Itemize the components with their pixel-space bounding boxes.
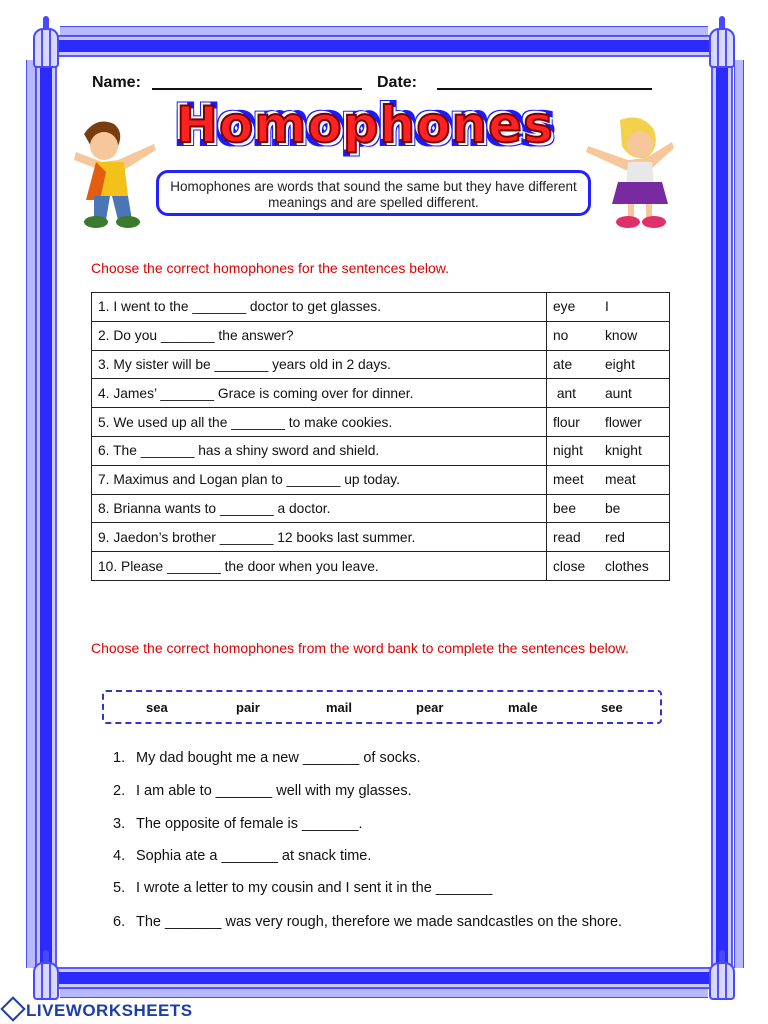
- question-sentence: 8. Brianna wants to _______ a doctor.: [92, 494, 547, 523]
- answer-options: [547, 293, 670, 322]
- question-sentence: 3. My sister will be _______ years old in 2 days.: [92, 350, 547, 379]
- answer-option[interactable]: eight: [605, 356, 635, 372]
- answer-options: [547, 552, 670, 581]
- item-sentence: The _______ was very rough, therefore we made sandcastles on the shore.: [136, 914, 623, 930]
- question-row: [92, 494, 670, 523]
- answer-option[interactable]: flower: [605, 414, 642, 430]
- answer-options: [547, 523, 670, 552]
- answer-option[interactable]: be: [605, 500, 621, 516]
- frame-bottom-band: [60, 988, 708, 998]
- item-number: 4.: [113, 848, 126, 864]
- answer-option[interactable]: ate: [553, 356, 573, 372]
- item-sentence: The opposite of female is _______.: [136, 816, 363, 832]
- date-label: Date:: [377, 74, 418, 91]
- answer-options: [547, 465, 670, 494]
- frame-bottom-rail: [40, 972, 728, 984]
- frame-left-rail: [40, 40, 52, 980]
- definition-text: Homophones are words that sound the same but they have different meanings and are spelled different.: [170, 179, 577, 210]
- answer-options: [547, 494, 670, 523]
- answer-option[interactable]: meat: [605, 472, 636, 488]
- answer-option[interactable]: clothes: [605, 558, 649, 574]
- item-number: 3.: [113, 816, 126, 832]
- answer-options: [547, 436, 670, 465]
- item-sentence: Sophia ate a _______ at snack time.: [136, 848, 372, 864]
- item-number: 1.: [113, 750, 126, 766]
- word-bank-word: male: [508, 700, 538, 715]
- frame-top-rail: [40, 40, 728, 52]
- frame-top-band: [60, 26, 708, 36]
- part2-instruction: Choose the correct homophones from the word bank to complete the sentences below.: [91, 640, 629, 656]
- date-field[interactable]: [437, 88, 652, 90]
- question-row: [92, 436, 670, 465]
- item-sentence: I am able to _______ well with my glasses.: [136, 783, 412, 799]
- girl-dabbing-illustration: [580, 112, 680, 232]
- question-row: [92, 350, 670, 379]
- frame-left-band: [26, 60, 36, 968]
- question-sentence: 1. I went to the _______ doctor to get glasses.: [92, 293, 547, 322]
- question-row: [92, 465, 670, 494]
- word-bank-word: pear: [416, 700, 444, 715]
- question-row: [92, 408, 670, 437]
- item-sentence: My dad bought me a new _______ of socks.: [136, 750, 421, 766]
- liveworksheets-logo: [4, 1000, 193, 1021]
- answer-option[interactable]: flour: [553, 414, 580, 430]
- answer-option[interactable]: red: [605, 529, 625, 545]
- item-number: 6.: [113, 914, 126, 930]
- answer-option[interactable]: read: [553, 529, 581, 545]
- item-number: 2.: [113, 783, 126, 799]
- item-number: 5.: [113, 880, 126, 896]
- name-field[interactable]: [152, 88, 362, 90]
- homophone-choice-table: [91, 292, 670, 581]
- frame-corner-post: [33, 28, 59, 68]
- word-bank-word: sea: [146, 700, 168, 715]
- question-sentence: 6. The _______ has a shiny sword and shield.: [92, 436, 547, 465]
- question-row: [92, 321, 670, 350]
- answer-option[interactable]: aunt: [605, 385, 632, 401]
- question-sentence: 7. Maximus and Logan plan to _______ up today.: [92, 465, 547, 494]
- answer-options: [547, 379, 670, 408]
- answer-options: [547, 408, 670, 437]
- brand-name: LIVEWORKSHEETS: [26, 1001, 193, 1020]
- answer-options: [547, 321, 670, 350]
- frame-corner-post: [709, 962, 735, 1000]
- question-row: [92, 293, 670, 322]
- word-bank: [102, 690, 662, 724]
- logo-mark-icon: [0, 996, 25, 1021]
- question-row: [92, 523, 670, 552]
- answer-options: [547, 350, 670, 379]
- worksheet-title: Homophones: [176, 96, 554, 154]
- definition-box: [156, 170, 591, 216]
- question-row: [92, 552, 670, 581]
- frame-corner-post: [709, 28, 735, 68]
- answer-option[interactable]: night: [553, 443, 583, 459]
- answer-option[interactable]: bee: [553, 500, 577, 516]
- answer-option[interactable]: I: [605, 299, 609, 315]
- question-sentence: 4. James’ _______ Grace is coming over for dinner.: [92, 379, 547, 408]
- answer-option[interactable]: knight: [605, 443, 642, 459]
- question-sentence: 2. Do you _______ the answer?: [92, 321, 547, 350]
- word-bank-word: see: [601, 700, 623, 715]
- name-label: Name:: [92, 74, 141, 91]
- question-sentence: 10. Please _______ the door when you leave.: [92, 552, 547, 581]
- answer-option[interactable]: eye: [553, 299, 576, 315]
- answer-option[interactable]: ant: [553, 385, 577, 401]
- answer-option[interactable]: know: [605, 328, 638, 344]
- answer-option[interactable]: close: [553, 558, 586, 574]
- question-sentence: 9. Jaedon’s brother _______ 12 books last summer.: [92, 523, 547, 552]
- frame-corner-post: [33, 962, 59, 1000]
- answer-option[interactable]: meet: [553, 472, 584, 488]
- frame-right-band: [734, 60, 744, 968]
- answer-option[interactable]: no: [553, 328, 569, 344]
- question-sentence: 5. We used up all the _______ to make cookies.: [92, 408, 547, 437]
- question-row: [92, 379, 670, 408]
- name-date-row: [92, 72, 662, 96]
- word-bank-word: pair: [236, 700, 260, 715]
- word-bank-word: mail: [326, 700, 353, 715]
- part1-instruction: Choose the correct homophones for the sentences below.: [91, 260, 449, 276]
- boy-dabbing-illustration: [66, 112, 162, 234]
- item-sentence: I wrote a letter to my cousin and I sent it in the _______: [136, 880, 493, 896]
- frame-right-rail: [716, 40, 728, 980]
